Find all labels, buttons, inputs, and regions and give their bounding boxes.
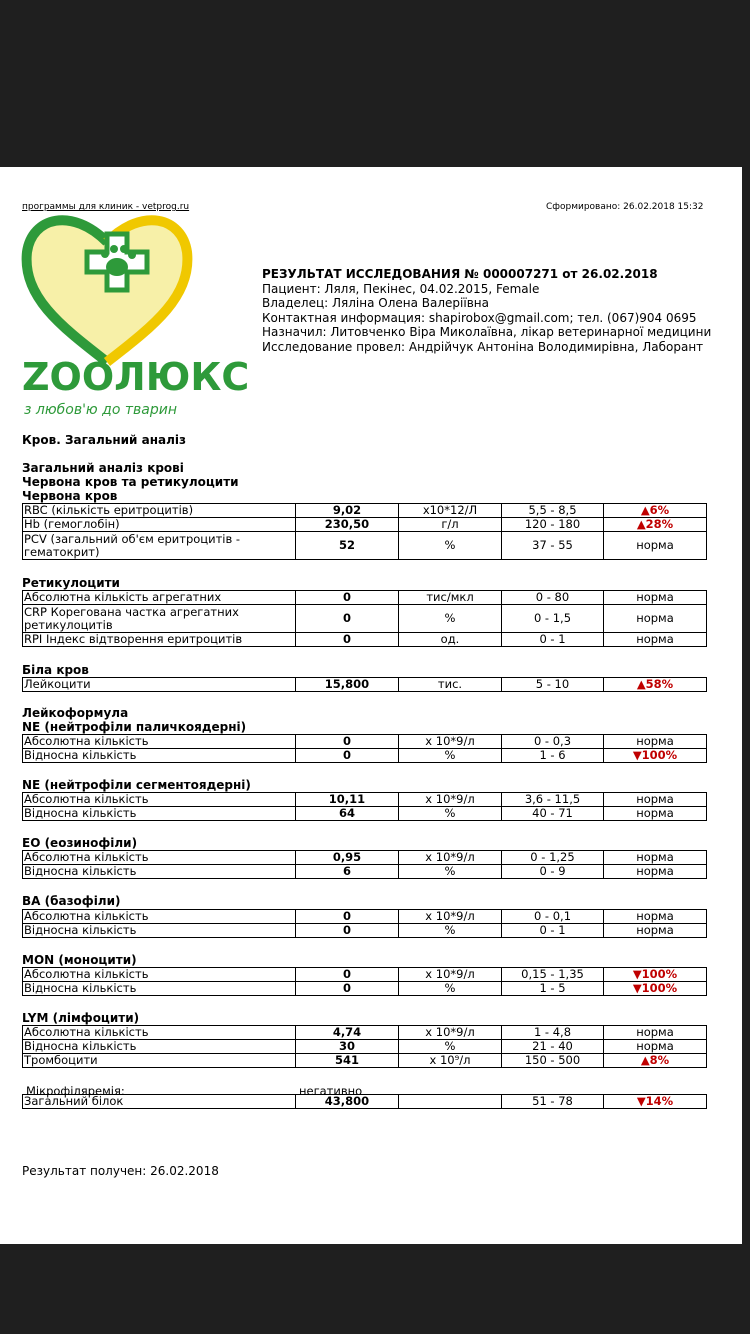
param-name: Відносна кількість bbox=[23, 749, 296, 763]
unit: % bbox=[399, 865, 502, 879]
unit: x 10*9/л bbox=[399, 910, 502, 924]
unit: x 10*9/л bbox=[399, 793, 502, 807]
table-row bbox=[23, 749, 707, 763]
table-mon bbox=[22, 967, 707, 996]
param-name: RBC (кількість еритроцитів) bbox=[23, 504, 296, 518]
table-row bbox=[23, 793, 707, 807]
reference-range: 0 - 80 bbox=[502, 591, 604, 605]
table-row bbox=[23, 865, 707, 879]
report-header bbox=[262, 267, 722, 354]
result-value: 0 bbox=[296, 910, 399, 924]
table-row bbox=[23, 633, 707, 647]
param-name: Абсолютна кількість bbox=[23, 1026, 296, 1040]
unit: x 10*9/л bbox=[399, 968, 502, 982]
reference-range: 5 - 10 bbox=[502, 678, 604, 692]
section-white: Біла кров bbox=[22, 663, 89, 677]
unit: г/л bbox=[399, 518, 502, 532]
generated-timestamp: Сформировано: 26.02.2018 15:32 bbox=[546, 202, 704, 212]
result-value: 0 bbox=[296, 968, 399, 982]
result-value: 0 bbox=[296, 633, 399, 647]
status: норма bbox=[604, 793, 707, 807]
result-value: 541 bbox=[296, 1054, 399, 1068]
unit: x 10*9/л bbox=[399, 1026, 502, 1040]
status: норма bbox=[604, 865, 707, 879]
param-name: Лейкоцити bbox=[23, 678, 296, 692]
section-leuko: Лейкоформула bbox=[22, 706, 129, 720]
unit: % bbox=[399, 982, 502, 996]
table-row bbox=[23, 605, 707, 633]
result-value: 6 bbox=[296, 865, 399, 879]
param-name: Hb (гемоглобін) bbox=[23, 518, 296, 532]
result-value: 0 bbox=[296, 924, 399, 938]
status: норма bbox=[604, 851, 707, 865]
param-name: PCV (загальний об'єм еритроцитів - гематокрит) bbox=[23, 532, 296, 560]
param-name: Загальний білок bbox=[23, 1095, 296, 1109]
table-row bbox=[23, 591, 707, 605]
status: норма bbox=[604, 807, 707, 821]
table-row bbox=[23, 968, 707, 982]
status: ▲58% bbox=[604, 678, 707, 692]
reference-range: 0 - 9 bbox=[502, 865, 604, 879]
param-name: Тромбоцити bbox=[23, 1054, 296, 1068]
table-row bbox=[23, 1040, 707, 1054]
result-value: 30 bbox=[296, 1040, 399, 1054]
table-white bbox=[22, 677, 707, 692]
table-row bbox=[23, 924, 707, 938]
param-name: Відносна кількість bbox=[23, 865, 296, 879]
microfilaremia-label: Мікрофіляремія: bbox=[26, 1084, 125, 1098]
table-row bbox=[23, 851, 707, 865]
result-value: 0 bbox=[296, 735, 399, 749]
result-value: 52 bbox=[296, 532, 399, 560]
unit: % bbox=[399, 605, 502, 633]
reference-range: 1 - 6 bbox=[502, 749, 604, 763]
param-name: Абсолютна кількість bbox=[23, 735, 296, 749]
result-value: 0 bbox=[296, 605, 399, 633]
patient-line: Пациент: Ляля, Пекінес, 04.02.2015, Female bbox=[262, 281, 540, 296]
status: норма bbox=[604, 532, 707, 560]
reference-range: 21 - 40 bbox=[502, 1040, 604, 1054]
table-row bbox=[23, 518, 707, 532]
section-retic: Ретикулоцити bbox=[22, 576, 120, 590]
table-row bbox=[23, 532, 707, 560]
table-row bbox=[23, 1095, 707, 1109]
reference-range: 120 - 180 bbox=[502, 518, 604, 532]
result-value: 15,800 bbox=[296, 678, 399, 692]
unit: x 10⁹/л bbox=[399, 1054, 502, 1068]
table-lym bbox=[22, 1025, 707, 1068]
section-ne-band: NE (нейтрофіли паличкоядерні) bbox=[22, 720, 247, 734]
reference-range: 0 - 1,5 bbox=[502, 605, 604, 633]
section-mon: MON (моноцити) bbox=[22, 953, 137, 967]
section-red-retic: Червона кров та ретикулоцити bbox=[22, 475, 239, 489]
result-value: 0,95 bbox=[296, 851, 399, 865]
status: норма bbox=[604, 591, 707, 605]
result-received: Результат получен: 26.02.2018 bbox=[22, 1164, 219, 1178]
section-ba: BA (базофіли) bbox=[22, 894, 121, 908]
microfilaremia-value: негативно bbox=[299, 1084, 363, 1098]
section-eo: EO (еозинофіли) bbox=[22, 836, 138, 850]
section-red: Червона кров bbox=[22, 489, 118, 503]
result-value: 64 bbox=[296, 807, 399, 821]
table-ne-seg bbox=[22, 792, 707, 821]
report-page bbox=[0, 167, 742, 1244]
contact-line: Контактная информация: shapirobox@gmail.com; тел. (067)904 0695 bbox=[262, 310, 697, 325]
status: норма bbox=[604, 605, 707, 633]
unit: x 10*9/л bbox=[399, 851, 502, 865]
status: норма bbox=[604, 1040, 707, 1054]
status: ▼14% bbox=[604, 1095, 707, 1109]
reference-range: 0 - 1 bbox=[502, 924, 604, 938]
performed-line: Исследование провел: Андрійчук Антоніна Володимирівна, Лаборант bbox=[262, 339, 704, 354]
result-value: 4,74 bbox=[296, 1026, 399, 1040]
reference-range: 37 - 55 bbox=[502, 532, 604, 560]
table-row bbox=[23, 678, 707, 692]
reference-range: 1 - 5 bbox=[502, 982, 604, 996]
unit: % bbox=[399, 532, 502, 560]
param-name: Відносна кількість bbox=[23, 807, 296, 821]
vetprog-link[interactable]: программы для клиник - vetprog.ru bbox=[22, 202, 190, 212]
param-name: RPI Індекс відтворення еритроцитів bbox=[23, 633, 296, 647]
unit: % bbox=[399, 749, 502, 763]
result-value: 230,50 bbox=[296, 518, 399, 532]
zoolux-logo bbox=[22, 212, 250, 422]
table-row bbox=[23, 910, 707, 924]
param-name: Абсолютна кількість bbox=[23, 910, 296, 924]
reference-range: 0 - 1,25 bbox=[502, 851, 604, 865]
reference-range: 5,5 - 8,5 bbox=[502, 504, 604, 518]
table-ne-band bbox=[22, 734, 707, 763]
table-row bbox=[23, 1026, 707, 1040]
result-value: 10,11 bbox=[296, 793, 399, 807]
table-ba bbox=[22, 909, 707, 938]
logo-text: ZООЛЮКС bbox=[22, 355, 250, 399]
section-lym: LYM (лімфоцити) bbox=[22, 1011, 140, 1025]
status: норма bbox=[604, 1026, 707, 1040]
table-row bbox=[23, 735, 707, 749]
result-value: 43,800 bbox=[296, 1095, 399, 1109]
status: норма bbox=[604, 735, 707, 749]
table-row bbox=[23, 982, 707, 996]
reference-range: 150 - 500 bbox=[502, 1054, 604, 1068]
unit: тис/мкл bbox=[399, 591, 502, 605]
status: ▼100% bbox=[604, 982, 707, 996]
reference-range: 0 - 0,3 bbox=[502, 735, 604, 749]
table-row bbox=[23, 807, 707, 821]
reference-range: 51 - 78 bbox=[502, 1095, 604, 1109]
result-value: 0 bbox=[296, 749, 399, 763]
reference-range: 1 - 4,8 bbox=[502, 1026, 604, 1040]
param-name: Відносна кількість bbox=[23, 924, 296, 938]
unit: x 10*9/л bbox=[399, 735, 502, 749]
reference-range: 0 - 0,1 bbox=[502, 910, 604, 924]
unit: x10*12/Л bbox=[399, 504, 502, 518]
table-row bbox=[23, 504, 707, 518]
unit: од. bbox=[399, 633, 502, 647]
section-blood: Кров. Загальний аналіз bbox=[22, 433, 186, 447]
reference-range: 0,15 - 1,35 bbox=[502, 968, 604, 982]
status: ▼100% bbox=[604, 968, 707, 982]
status: ▼100% bbox=[604, 749, 707, 763]
section-ne-seg: NE (нейтрофіли сегментоядерні) bbox=[22, 778, 251, 792]
status: норма bbox=[604, 633, 707, 647]
status: норма bbox=[604, 910, 707, 924]
param-name: CRP Корегована частка агрегатних ретикулоцитів bbox=[23, 605, 296, 633]
unit: тис. bbox=[399, 678, 502, 692]
status: ▲28% bbox=[604, 518, 707, 532]
logo-slogan: з любов'ю до тварин bbox=[24, 402, 177, 418]
table-retic bbox=[22, 590, 707, 647]
unit: % bbox=[399, 1040, 502, 1054]
result-value: 0 bbox=[296, 982, 399, 996]
status: норма bbox=[604, 924, 707, 938]
param-name: Відносна кількість bbox=[23, 982, 296, 996]
table-red bbox=[22, 503, 707, 560]
unit: % bbox=[399, 924, 502, 938]
param-name: Абсолютна кількість bbox=[23, 968, 296, 982]
param-name: Абсолютна кількість bbox=[23, 793, 296, 807]
result-value: 0 bbox=[296, 591, 399, 605]
table-row bbox=[23, 1054, 707, 1068]
reference-range: 3,6 - 11,5 bbox=[502, 793, 604, 807]
status: ▲8% bbox=[604, 1054, 707, 1068]
param-name: Відносна кількість bbox=[23, 1040, 296, 1054]
result-value: 9,02 bbox=[296, 504, 399, 518]
param-name: Абсолютна кількість агрегатних bbox=[23, 591, 296, 605]
status: ▲6% bbox=[604, 504, 707, 518]
table-protein bbox=[22, 1094, 707, 1109]
section-general: Загальний аналіз крові bbox=[22, 461, 184, 475]
param-name: Абсолютна кількість bbox=[23, 851, 296, 865]
unit: % bbox=[399, 807, 502, 821]
table-eo bbox=[22, 850, 707, 879]
reference-range: 0 - 1 bbox=[502, 633, 604, 647]
report-title: РЕЗУЛЬТАТ ИССЛЕДОВАНИЯ № 000007271 от 26.02.2018 bbox=[262, 267, 658, 281]
owner-line: Владелец: Ляліна Олена Валеріївна bbox=[262, 296, 489, 310]
unit bbox=[399, 1095, 502, 1109]
assigned-line: Назначил: Литовченко Віра Миколаївна, лікар ветеринарної медицини bbox=[262, 325, 712, 339]
reference-range: 40 - 71 bbox=[502, 807, 604, 821]
